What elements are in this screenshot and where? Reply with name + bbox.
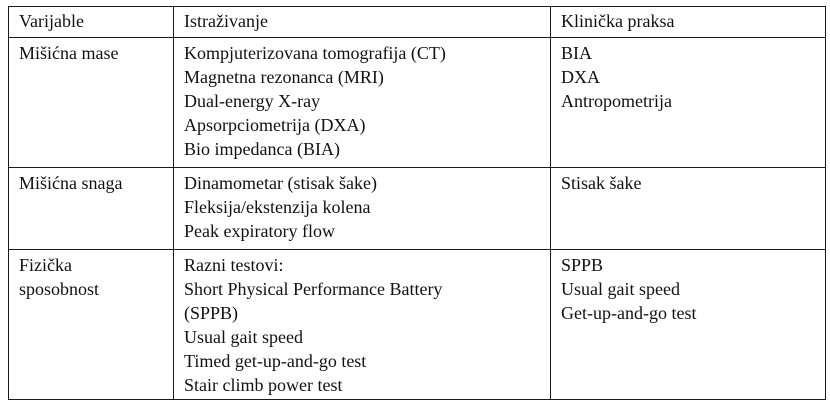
research-line: Usual gait speed [184, 327, 303, 347]
research-line: Dinamometar (stisak šake) [184, 173, 377, 193]
table-row-muscle-strength [9, 168, 826, 250]
cell-variable [9, 168, 174, 250]
variable-line: Fizička [19, 255, 72, 275]
clinical-line: Usual gait speed [561, 279, 680, 299]
research-line: (SPPB) [184, 303, 239, 323]
variable-line: Mišićna snaga [19, 173, 123, 193]
cell-variable [9, 38, 174, 168]
table-row-physical-performance [9, 250, 826, 400]
header-research-label: Istraživanje [184, 11, 268, 31]
clinical-line: DXA [561, 67, 600, 87]
cell-clinical [551, 168, 826, 250]
cell-research [174, 250, 551, 400]
clinical-line: Stisak šake [561, 173, 642, 193]
clinical-line: Get-up-and-go test [561, 303, 697, 323]
header-clinical-label: Klinička praksa [561, 11, 675, 31]
variable-line: Mišićna mase [19, 43, 119, 63]
research-line: Fleksija/ekstenzija kolena [184, 197, 371, 217]
clinical-line: BIA [561, 43, 592, 63]
research-line: Short Physical Performance Battery [184, 279, 443, 299]
research-line: Timed get-up-and-go test [184, 351, 367, 371]
research-line: Dual-energy X-ray [184, 91, 321, 111]
research-line: Magnetna rezonanca (MRI) [184, 67, 384, 87]
research-line: Kompjuterizovana tomografija (CT) [184, 43, 446, 63]
header-variable-label: Varijable [19, 11, 84, 31]
cell-clinical [551, 250, 826, 400]
header-cell-research [174, 7, 551, 38]
research-line: Razni testovi: [184, 255, 284, 275]
clinical-line: Antropometrija [561, 91, 672, 111]
cell-research [174, 38, 551, 168]
header-cell-clinical [551, 7, 826, 38]
table-row-muscle-mass [9, 38, 826, 168]
research-line: Bio impedanca (BIA) [184, 139, 340, 159]
cell-research [174, 168, 551, 250]
cell-clinical [551, 38, 826, 168]
research-line: Peak expiratory flow [184, 221, 335, 241]
research-line: Apsorpciometrija (DXA) [184, 115, 366, 135]
cell-variable [9, 250, 174, 400]
sarcopenia-assessment-table [8, 6, 826, 400]
table-header-row [9, 7, 826, 38]
variable-line: sposobnost [19, 279, 100, 299]
research-line: Stair climb power test [184, 375, 343, 395]
clinical-line: SPPB [561, 255, 604, 275]
header-cell-variable [9, 7, 174, 38]
